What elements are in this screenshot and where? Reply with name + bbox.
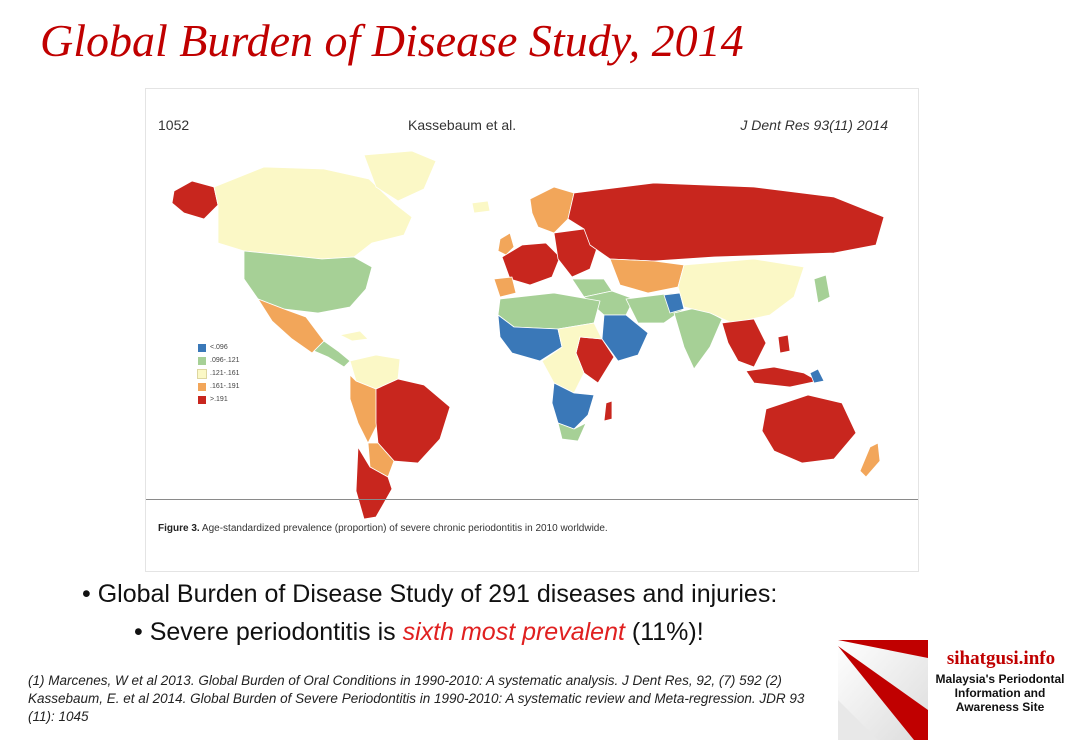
caption-text: Age-standardized prevalence (proportion) of severe chronic periodontitis in 2010 worldwide.	[201, 523, 608, 534]
bullet-sub-emphasis: sixth most prevalent	[402, 618, 625, 646]
legend-swatch	[198, 370, 206, 378]
slide-title: Global Burden of Disease Study, 2014	[40, 15, 744, 66]
bullet-dot: •	[82, 580, 98, 608]
caption-divider	[146, 499, 918, 500]
bullet-sub-suffix: (11%)!	[624, 618, 704, 646]
figure-authors: Kassebaum et al.	[408, 117, 517, 133]
legend-item	[198, 380, 240, 393]
figure-page-number: 1052	[158, 117, 190, 133]
region-india	[674, 307, 722, 369]
region-new-zealand	[860, 443, 880, 477]
region-japan	[814, 275, 830, 303]
legend-label: .121-.161	[210, 370, 240, 377]
legend-item	[198, 354, 240, 367]
region-indonesia	[746, 367, 818, 387]
logo-tagline: Malaysia's Periodontal Information and Awareness Site	[935, 672, 1065, 714]
bullet-dot: •	[134, 618, 150, 646]
legend-label: <.096	[210, 344, 228, 351]
region-madagascar	[604, 401, 612, 421]
bullet-main	[82, 580, 777, 609]
legend-item	[198, 367, 240, 380]
logo-mark-icon	[838, 640, 928, 740]
bullet-sub-prefix: Severe periodontitis is	[149, 618, 403, 646]
legend-label: .096-.121	[210, 357, 240, 364]
region-caribbean	[340, 331, 368, 341]
region-russia	[568, 183, 884, 261]
figure-panel	[145, 88, 919, 572]
legend-swatch	[198, 383, 206, 391]
legend-swatch	[198, 357, 206, 365]
region-scandinavia	[530, 187, 574, 233]
legend-item	[198, 341, 240, 354]
region-philippines	[778, 335, 790, 353]
bullet-sub	[134, 618, 704, 647]
region-alaska	[172, 181, 218, 219]
site-logo	[838, 640, 1080, 740]
bullet-main-text: Global Burden of Disease Study of 291 diseases and injuries:	[97, 580, 778, 608]
region-australia	[762, 395, 856, 463]
region-iceland	[472, 201, 490, 213]
legend-label: >.191	[210, 396, 228, 403]
figure-caption	[158, 523, 608, 534]
legend-item	[198, 393, 240, 406]
caption-label: Figure 3.	[158, 523, 200, 534]
region-brazil	[376, 379, 450, 463]
legend-swatch	[198, 344, 206, 352]
world-map-svg	[154, 147, 914, 527]
map-legend	[198, 341, 240, 406]
figure-journal: J Dent Res 93(11) 2014	[740, 117, 888, 133]
world-map	[154, 147, 914, 527]
logo-name: sihatgusi.info	[946, 648, 1056, 669]
legend-swatch	[198, 396, 206, 404]
references: (1) Marcenes, W et al 2013. Global Burden of Oral Conditions in 1990-2010: A systematic analysis. J Dent Res, 92, (7) 592 (2) Kassebaum, E. et al 2014. Global Burden of Severe Periodontitis in 1990-2010: A systematic review and Meta-regression. JDR 93 (11): 1045	[28, 673, 805, 724]
region-north-africa	[498, 293, 600, 329]
region-iberia	[494, 277, 516, 297]
region-southeast-asia	[722, 319, 766, 367]
legend-label: .161-.191	[210, 383, 240, 390]
region-central-asia	[610, 259, 684, 293]
